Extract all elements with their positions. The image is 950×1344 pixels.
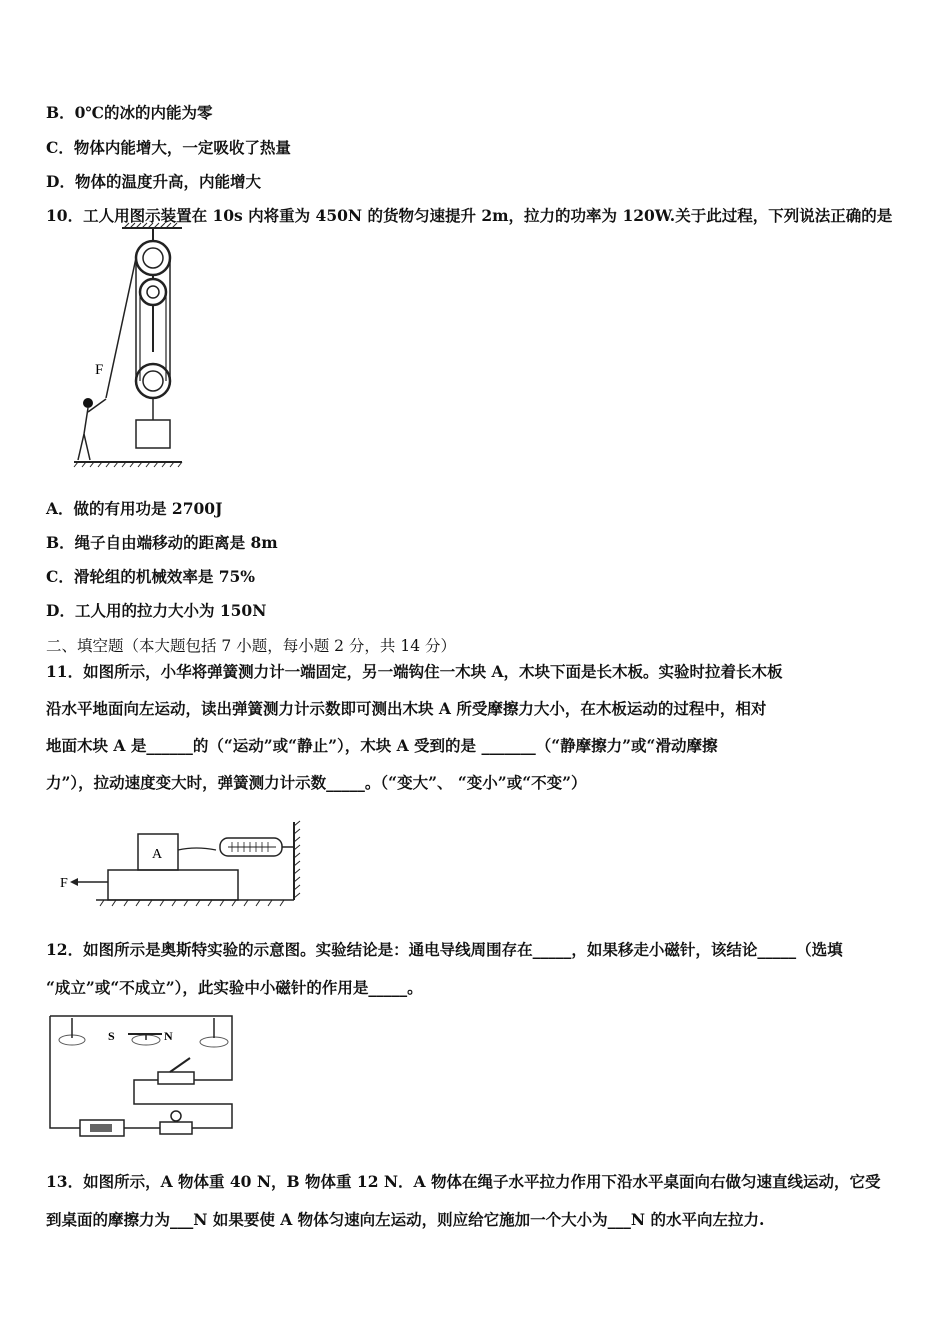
q12-line-1: 12．如图所示是奥斯特实验的示意图。实验结论是：通电导线周围存在_____，如果移走小磁针，该结论_____（选填 (46, 940, 843, 959)
long-board (108, 870, 238, 900)
force-label-f: F (95, 362, 104, 378)
q13-line-1: 13．如图所示，A 物体重 40 N，B 物体重 12 N．A 物体在绳子水平拉力作用下沿水平桌面向右做匀速直线运动，它受 (46, 1172, 881, 1191)
fixed-pulley-top (136, 241, 170, 275)
fixed-pulley-middle (140, 279, 166, 305)
worker-head (83, 398, 93, 408)
circuit-wire-top (50, 1016, 232, 1080)
q10-stem: 10．工人用图示装置在 10s 内将重为 450N 的货物匀速提升 2m，拉力的功率为 120W.关于此过程，下列说法正确的是 (46, 206, 893, 225)
force-label-f: F (60, 876, 68, 891)
q9-option-b: B．0℃的冰的内能为零 (46, 103, 213, 122)
q11-line-1: 11．如图所示，小华将弹簧测力计一端固定，另一端钩住一木块 A，木块下面是长木板。实验时拉着长木板 (46, 662, 783, 681)
q10-option-c: C．滑轮组的机械效率是 75% (46, 567, 256, 586)
knife-switch (158, 1072, 194, 1084)
section-heading-fill-in: 二、填空题（本大题包括 7 小题，每小题 2 分，共 14 分） (46, 637, 457, 655)
load-box (136, 420, 170, 448)
needle-label-s: S (108, 1029, 115, 1043)
q13-line-2: 到桌面的摩擦力为___N 如果要使 A 物体匀速向左运动，则应给它施加一个大小为___N 的水平向左拉力. (46, 1210, 765, 1229)
q10-option-d: D．工人用的拉力大小为 150N (46, 601, 267, 620)
movable-pulley (136, 364, 170, 398)
needle-label-n: N (164, 1029, 173, 1043)
q12-line-2: “成立”或“不成立”），此实验中小磁针的作用是_____。 (46, 978, 423, 997)
q9-option-c: C．物体内能增大，一定吸收了热量 (46, 138, 291, 157)
free-rope-end (106, 258, 136, 398)
q11-line-3: 地面木块 A 是______的（“运动”或“静止”），木块 A 受到的是 _______（“静摩擦力”或“滑动摩擦 (46, 736, 718, 755)
lamp-base (160, 1122, 192, 1134)
q11-line-4: 力”），拉动速度变大时，弹簧测力计示数_____。（“变大”、 “变小”或“不变”） (46, 773, 587, 792)
q10-option-b: B．绳子自由端移动的距离是 8m (46, 533, 278, 552)
q9-option-d: D．物体的温度升高，内能增大 (46, 172, 261, 191)
q11-line-2: 沿水平地面向左运动，读出弹簧测力计示数即可测出木块 A 所受摩擦力大小，在木板运动的过程中，相对 (46, 699, 767, 718)
oersted-experiment-figure (44, 1010, 239, 1140)
block-a-label: A (152, 847, 163, 862)
compass-right (200, 1037, 228, 1047)
pulley-system-figure (70, 222, 190, 472)
friction-experiment-figure (56, 820, 306, 912)
lamp-bulb (171, 1111, 181, 1121)
q10-option-a: A．做的有用功是 2700J (46, 499, 223, 518)
